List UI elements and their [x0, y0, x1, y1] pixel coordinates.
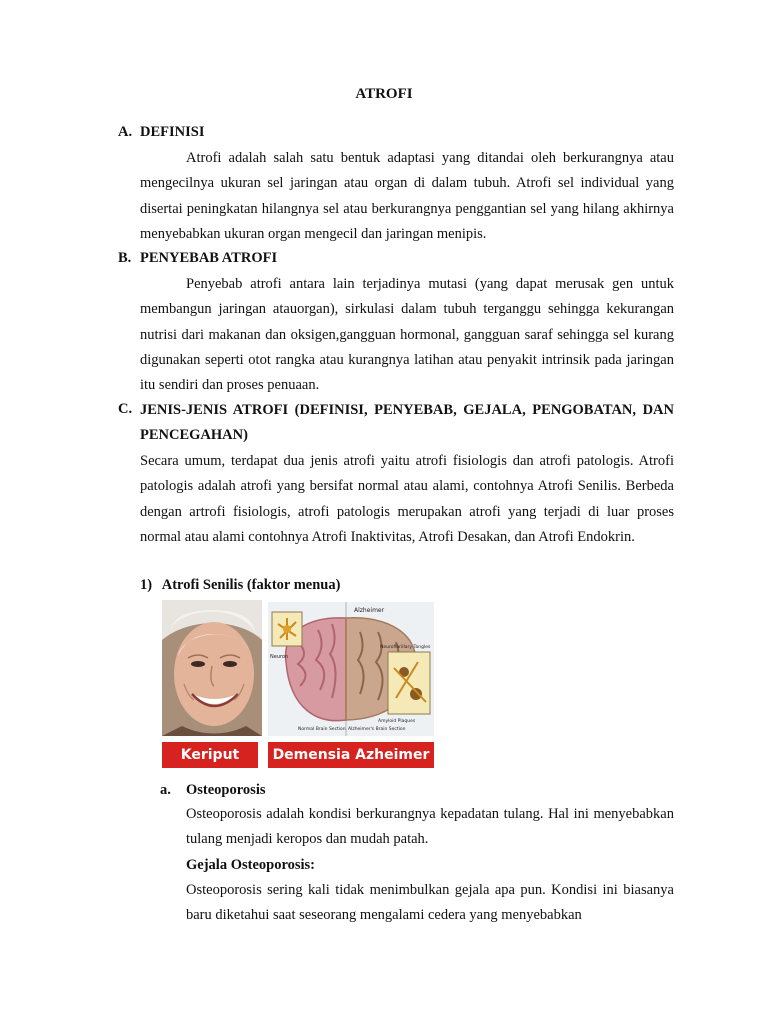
document-title: ATROFI	[355, 86, 413, 102]
subsection-title: Atrofi Senilis (faktor menua)	[161, 577, 341, 593]
brain-label-tangles: Neurofibrillary Tangles	[380, 645, 431, 650]
brain-label-normal: Normal Brain Section	[298, 727, 346, 732]
paragraph-text: Atrofi adalah salah satu bentuk adaptasi yang ditandai oleh berkurangnya atau mengecilnya ukuran sel jaringan atau organ di dalam tubuh. Atrofi sel individual yang disertai peningkatan hilangnya sel atau berkurangnya penggantian sel yang hilang akhirnya menyebabkan ukuran organ mengecil dan jaringan menipis.	[140, 150, 674, 242]
paragraph-text: Secara umum, terdapat dua jenis atrofi yaitu atrofi fisiologis dan atrofi patologis. Atrofi patologis adalah atrofi yang bersifat normal atau alami, contohnya Atrofi Senilis. Berbeda dengan artrofi fisiologis, atrofi patologis merupakan atrofi yang terjadi di luar proses normal atau alami contohnya Atrofi Inaktivitas, Atrofi Desakan, dan Atrofi Endokrin.	[140, 453, 674, 545]
section-title-jenis: JENIS-JENIS ATROFI (DEFINISI, PENYEBAB, GEJALA, PENGOBATAN, DAN PENCEGAHAN)	[140, 402, 674, 444]
caption-demensia: Demensia Azheimer	[268, 742, 434, 768]
section-title: DEFINISI	[140, 124, 205, 140]
paragraph-text-gejala: Osteoporosis sering kali tidak menimbulkan gejala apa pun. Kondisi ini biasanya baru diketahui saat seseorang mengalami cedera yang menyebabkan	[186, 881, 674, 924]
brain-label-top: Alzheimer	[354, 607, 385, 614]
section-title: PENYEBAB ATROFI	[140, 250, 278, 266]
subsubsection-title: Osteoporosis	[186, 782, 266, 798]
subsubsection-number: a.	[160, 782, 171, 798]
brain-label-plaques: Amyloid Plaques	[378, 719, 416, 724]
section-number: C.	[118, 401, 133, 417]
paragraph-penyebab	[140, 272, 674, 398]
alzheimer-brain-diagram	[268, 602, 434, 736]
paragraph-text: Penyebab atrofi antara lain terjadinya mutasi (yang dapat merusak gen untuk membangun jaringan atauorgan), sirkulasi dalam tubuh terganggu sehingga kekurangan nutrisi dari makanan dan oksigen,gangguan hormonal, gangguan saraf sehingga sel kurang digunakan seperti otot rangka atau kurangnya latihan atau penyakit intrinsik pada jaringan itu sendiri dan proses penuaan.	[140, 276, 674, 394]
paragraph-osteoporosis	[186, 802, 674, 928]
elderly-woman-photo	[162, 600, 262, 736]
section-number: B.	[118, 250, 132, 266]
paragraph-text: Osteoporosis adalah kondisi berkurangnya kepadatan tulang. Hal ini menyebabkan tulang menjadi keropos dan mudah patah.	[186, 806, 674, 848]
caption-keriput: Keriput	[162, 742, 258, 768]
subsubsection-heading-osteoporosis	[160, 782, 266, 799]
paragraph-jenis	[140, 449, 674, 550]
paragraph-definisi	[140, 146, 674, 247]
subsection-heading-senilis	[140, 577, 340, 594]
brain-label-neuron: Neuron	[270, 654, 289, 660]
subsection-number: 1)	[140, 577, 153, 593]
brain-label-alz: Alzheimer's Brain Section	[348, 727, 406, 732]
atrofi-senilis-figure	[160, 600, 436, 772]
section-number: A.	[118, 124, 133, 140]
gejala-heading: Gejala Osteoporosis:	[186, 856, 316, 873]
